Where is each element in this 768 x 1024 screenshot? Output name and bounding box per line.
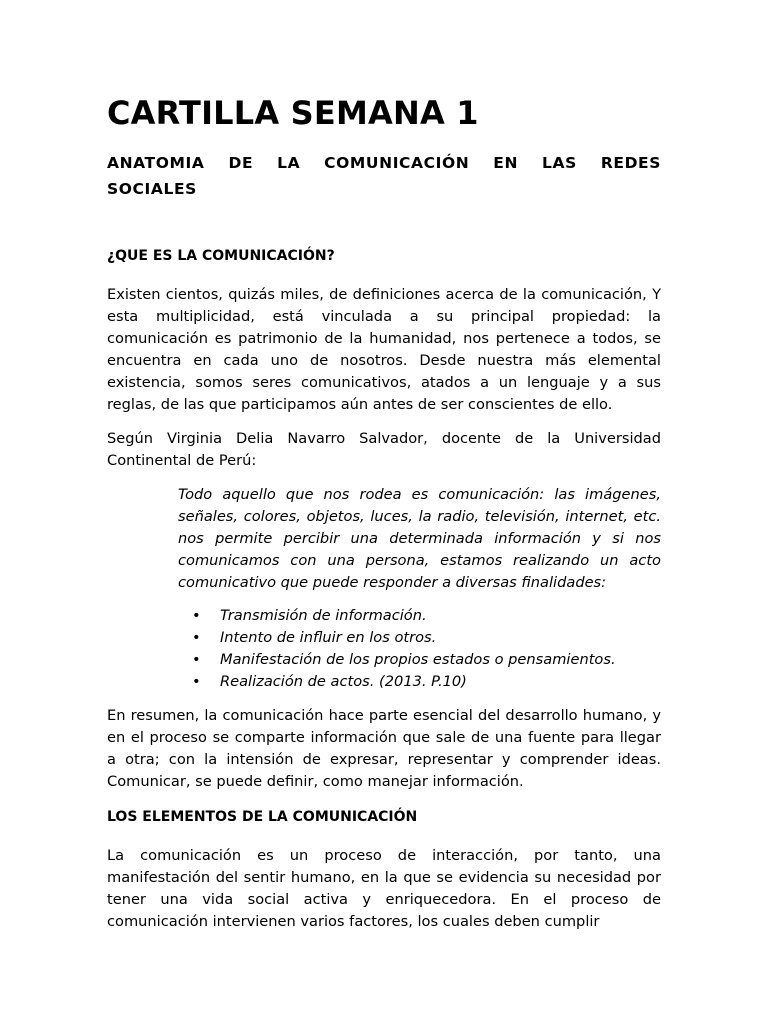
bullet-icon: • [192, 607, 201, 624]
paragraph-summary: En resumen, la comunicación hace parte esencial del desarrollo humano, y en el proceso se comparte información que sale de una fuente para llegar a otra; con la intensión de expresar, representar y comprender ideas. Comunicar, se puede definir, como manejar información. [107, 707, 661, 790]
document-subtitle: ANATOMIA DE LA COMUNICACIÓN EN LAS REDES SOCIALES [107, 154, 661, 198]
list-item [192, 605, 661, 627]
section-heading-what-is-communication: ¿QUE ES LA COMUNICACIÓN? [107, 248, 335, 264]
document-title: CARTILLA SEMANA 1 [107, 94, 479, 132]
paragraph-citation-intro: Según Virginia Delia Navarro Salvador, docente de la Universidad Continental de Perú: [107, 430, 661, 469]
bullet-list [192, 605, 661, 693]
list-item [192, 671, 661, 693]
bullet-icon: • [192, 651, 201, 668]
block-quote: Todo aquello que nos rodea es comunicación: las imágenes, señales, colores, objetos, luces, la radio, televisión, internet, etc. nos permite percibir una determinada información y si nos comunicamos con una persona, estamos realizando un acto comunicativo que puede responder a diversas finalidades: [178, 486, 661, 591]
list-item-text: Realización de actos. (2013. P.10) [220, 673, 467, 690]
paragraph-elements: La comunicación es un proceso de interacción, por tanto, una manifestación del sentir humano, en la que se evidencia su necesidad por tener una vida social activa y enriquecedora. En el proceso de comunicación intervienen varios factores, los cuales deben cumplir [107, 847, 661, 930]
list-item-text: Intento de influir en los otros. [220, 629, 437, 646]
bullet-icon: • [192, 673, 201, 690]
list-item [192, 649, 661, 671]
list-item-text: Transmisión de información. [220, 607, 427, 624]
section-heading-elements: LOS ELEMENTOS DE LA COMUNICACIÓN [107, 809, 418, 825]
paragraph-definitions: Existen cientos, quizás miles, de definiciones acerca de la comunicación, Y esta multiplicidad, está vinculada a su principal propiedad: la comunicación es patrimonio de la humanidad, nos pertenece a todos, se encuentra en cada uno de nosotros. Desde nuestra más elemental existencia, somos seres comunicativos, atados a un lenguaje y a sus reglas, de las que participamos aún antes de ser conscientes de ello. [107, 286, 661, 413]
list-item [192, 627, 661, 649]
list-item-text: Manifestación de los propios estados o pensamientos. [220, 651, 616, 668]
bullet-icon: • [192, 629, 201, 646]
